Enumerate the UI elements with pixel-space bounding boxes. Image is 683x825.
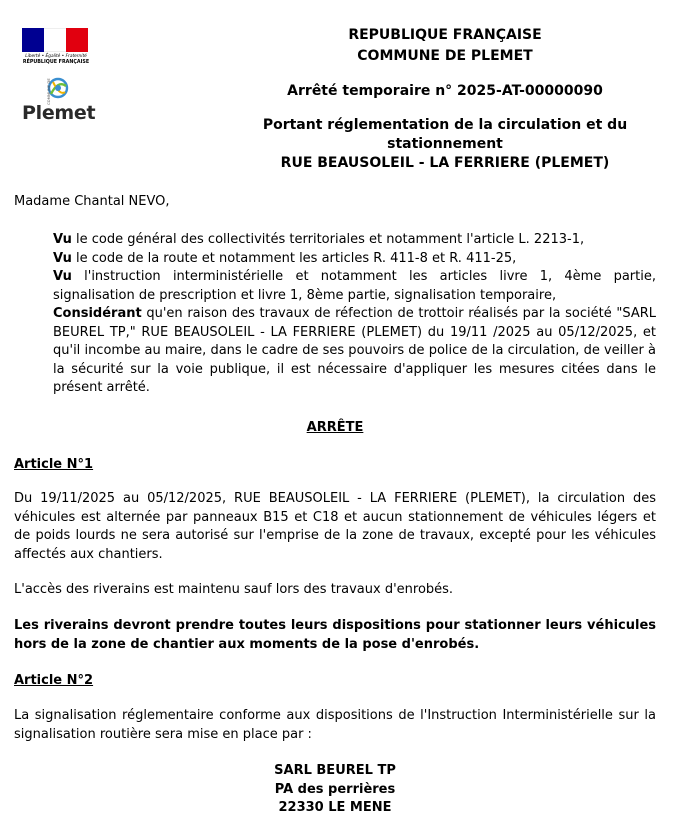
consideration-item: Vu l'instruction interministérielle et notamment les articles livre 1, 4ème partie, signalisation de prescription et livre 1, 8ème partie, signalisation temporaire,	[53, 269, 656, 303]
article2-title: Article N°2	[14, 673, 94, 688]
marianne-flag-icon	[22, 28, 88, 52]
consideration-item: Vu le code de la route et notamment les articles R. 411-8 et R. 411-25,	[53, 250, 517, 266]
arrete-title: Arrêté temporaire n° 2025-AT-00000090	[287, 83, 603, 99]
contractor-block	[14, 762, 656, 818]
rf-motto: Liberté • Égalité • Fraternité	[25, 54, 87, 59]
republique-francaise-logo	[20, 28, 92, 70]
article1-title: Article N°1	[14, 457, 94, 472]
object-line1: Portant réglementation de la circulation et du stationnement	[262, 117, 628, 152]
article1-para2: L'accès des riverains est maintenu sauf lors des travaux d'enrobés.	[14, 582, 454, 597]
plemet-wordmark: Plemet	[22, 102, 96, 124]
article1-para3: Les riverains devront prendre toutes leurs dispositions pour stationner leurs véhicules hors de la zone de chantier aux moments de la pose d'enrobés.	[14, 618, 656, 652]
company-address2: 22330 LE MENE	[278, 800, 392, 815]
article1-para1: Du 19/11/2025 au 05/12/2025, RUE BEAUSOLEIL - LA FERRIERE (PLEMET), la circulation des véhicules est alternée par panneaux B15 et C18 et aucun stationnement de véhicules légers et de poids lourds ne sera autorisé sur l'emprise de la zone de travaux, excepté pour les véhicules affectés aux chantiers.	[14, 491, 656, 562]
consideration-item: Vu le code général des collectivités territoriales et notamment l'article L. 2213-1,	[53, 232, 585, 247]
rf-name: RÉPUBLIQUE FRANÇAISE	[22, 60, 90, 65]
company-name: SARL BEUREL TP	[274, 763, 396, 778]
consideration-item: Considérant qu'en raison des travaux de réfection de trottoir réalisés par la société "SARL BEUREL TP," RUE BEAUSOLEIL - LA FERRIERE (PLEMET) du 19/11 /2025 au 05/12/2025, et qu'il incombe au maire, dans le cadre de ses pouvoirs de police de la circulation, de veiller à la sécurité sur la voie publique, il est nécessaire d'appliquer les mesures citées dans le présent arrêté.	[53, 306, 656, 395]
header-line2: COMMUNE DE PLEMET	[357, 48, 533, 64]
plemet-sub: COMMUNE DE	[46, 78, 51, 105]
arrete-heading: ARRÊTE	[306, 420, 364, 435]
plemet-logo	[20, 74, 102, 124]
considerations	[53, 231, 656, 398]
object-heading	[230, 116, 660, 173]
article2-para1: La signalisation réglementaire conforme aux dispositions de l'Instruction Interministérielle sur la signalisation routière sera mise en place par :	[14, 708, 656, 742]
object-line2: RUE BEAUSOLEIL - LA FERRIERE (PLEMET)	[280, 155, 610, 171]
salutation: Madame Chantal NEVO,	[14, 194, 170, 209]
company-address1: PA des perrières	[274, 781, 396, 797]
plemet-swirl-icon	[20, 74, 102, 104]
header-line1: REPUBLIQUE FRANÇAISE	[348, 27, 542, 43]
